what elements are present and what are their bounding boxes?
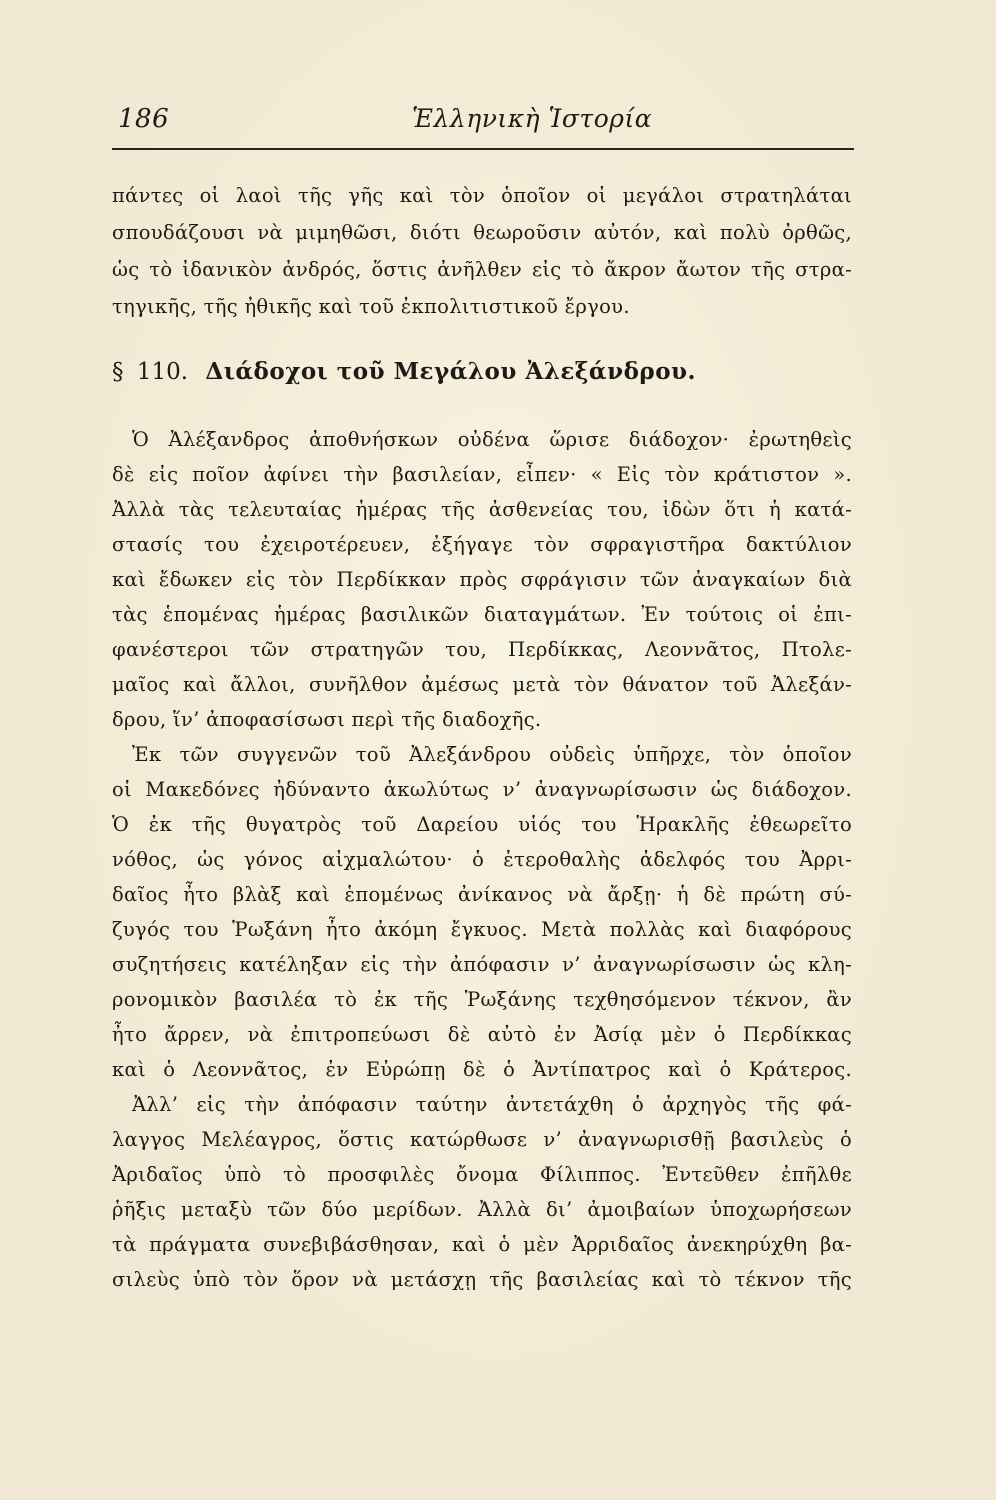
page-header [112,100,852,144]
text-line: συζητήσεις κατέληξαν εἰς τὴν ἀπόφασιν ν’ ἀναγνωρίσωσιν ὡς κλη- [112,953,852,976]
text-line: Ἐκ τῶν συγγενῶν τοῦ Ἀλεξάνδρου οὐδεὶς ὑπῆρχε, τὸν ὁποῖον [132,743,852,766]
text-line: Ἀλλ’ εἰς τὴν ἀπόφασιν ταύτην ἀντετάχθη ὁ ἀρχηγὸς τῆς φά- [132,1093,852,1116]
text-line: σπουδάζουσι νὰ μιμηθῶσι, διότι θεωροῦσιν αὐτόν, καὶ πολὺ ὀρθῶς, [112,221,852,244]
text-line: καὶ ὁ Λεοννᾶτος, ἐν Εὐρώπῃ δὲ ὁ Ἀντίπατρος καὶ ὁ Κράτερος. [112,1058,852,1081]
running-title: Ἑλληνικὴ Ἱστορία [412,104,653,133]
text-line: τηγικῆς, τῆς ἠθικῆς καὶ τοῦ ἐκπολιτιστικοῦ ἔργου. [112,295,630,318]
header-rule [112,148,854,150]
section-title: Διάδοχοι τοῦ Μεγάλου Ἀλεξάνδρου. [205,358,697,385]
text-line: Ὁ ἐκ τῆς θυγατρὸς τοῦ Δαρείου υἱός του Ἡρακλῆς ἐθεωρεῖτο [112,813,852,836]
text-line: οἱ Μακεδόνες ἠδύναντο ἀκωλύτως ν’ ἀναγνωρίσωσιν ὡς διάδοχον. [112,778,852,801]
text-line: ρονομικὸν βασιλέα τὸ ἐκ τῆς Ῥωξάνης τεχθησόμενον τέκνον, ἂν [112,988,852,1011]
text-line: φανέστεροι τῶν στρατηγῶν του, Περδίκκας, Λεοννᾶτος, Πτολε- [112,638,852,661]
text-line: καὶ ἔδωκεν εἰς τὸν Περδίκκαν πρὸς σφράγισιν τῶν ἀναγκαίων διὰ [112,568,852,591]
text-line: σιλεὺς ὑπὸ τὸν ὅρον νὰ μετάσχῃ τῆς βασιλείας καὶ τὸ τέκνον τῆς [112,1268,852,1291]
text-line: ῥῆξις μεταξὺ τῶν δύο μερίδων. Ἀλλὰ δι’ ἀμοιβαίων ὑποχωρήσεων [112,1198,852,1221]
text-line: τὰ πράγματα συνεβιβάσθησαν, καὶ ὁ μὲν Ἀρριδαῖος ἀνεκηρύχθη βα- [112,1233,852,1256]
text-line: λαγγος Μελέαγρος, ὅστις κατώρθωσε ν’ ἀναγνωρισθῇ βασιλεὺς ὁ [112,1128,852,1151]
section-symbol: § [112,359,124,385]
text-line: πάντες οἱ λαοὶ τῆς γῆς καὶ τὸν ὁποῖον οἱ μεγάλοι στρατηλάται [112,184,852,207]
text-line: ὡς τὸ ἰδανικὸν ἀνδρός, ὅστις ἀνῆλθεν εἰς τὸ ἄκρον ἄωτον τῆς στρα- [112,258,852,281]
text-line: δὲ εἰς ποῖον ἀφίνει τὴν βασιλείαν, εἶπεν· « Εἰς τὸν κράτιστον ». [112,463,852,486]
text-line: στασίς του ἐχειροτέρευεν, ἐξήγαγε τὸν σφραγιστῆρα δακτύλιον [112,533,852,556]
section-heading [112,357,852,387]
text-line: ζυγός του Ῥωξάνη ἦτο ἀκόμη ἔγκυος. Μετὰ πολλὰς καὶ διαφόρους [112,918,852,941]
text-line: νόθος, ὡς γόνος αἰχμαλώτου· ὁ ἑτεροθαλὴς ἀδελφός του Ἀρρι- [112,848,852,871]
text-line: δαῖος ἦτο βλὰξ καὶ ἑπομένως ἀνίκανος νὰ ἄρξῃ· ἡ δὲ πρώτη σύ- [112,883,852,906]
text-line: ἦτο ἄρρεν, νὰ ἐπιτροπεύωσι δὲ αὐτὸ ἐν Ἀσίᾳ μὲν ὁ Περδίκκας [112,1023,852,1046]
text-line: μαῖος καὶ ἄλλοι, συνῆλθον ἀμέσως μετὰ τὸν θάνατον τοῦ Ἀλεξάν- [112,673,852,696]
text-line: Ἀριδαῖος ὑπὸ τὸ προσφιλὲς ὄνομα Φίλιππος. Ἐντεῦθεν ἐπῆλθε [112,1163,852,1186]
text-line: δρου, ἵν’ ἀποφασίσωσι περὶ τῆς διαδοχῆς. [112,708,542,731]
section-number: 110. [136,359,189,385]
page-number: 186 [118,104,170,134]
text-line: Ὁ Ἀλέξανδρος ἀποθνήσκων οὐδένα ὥρισε διάδοχον· ἐρωτηθεὶς [132,428,852,451]
text-line: τὰς ἑπομένας ἡμέρας βασιλικῶν διαταγμάτων. Ἐν τούτοις οἱ ἐπι- [112,603,852,626]
text-line: Ἀλλὰ τὰς τελευταίας ἡμέρας τῆς ἀσθενείας του, ἰδὼν ὅτι ἡ κατά- [112,498,852,521]
